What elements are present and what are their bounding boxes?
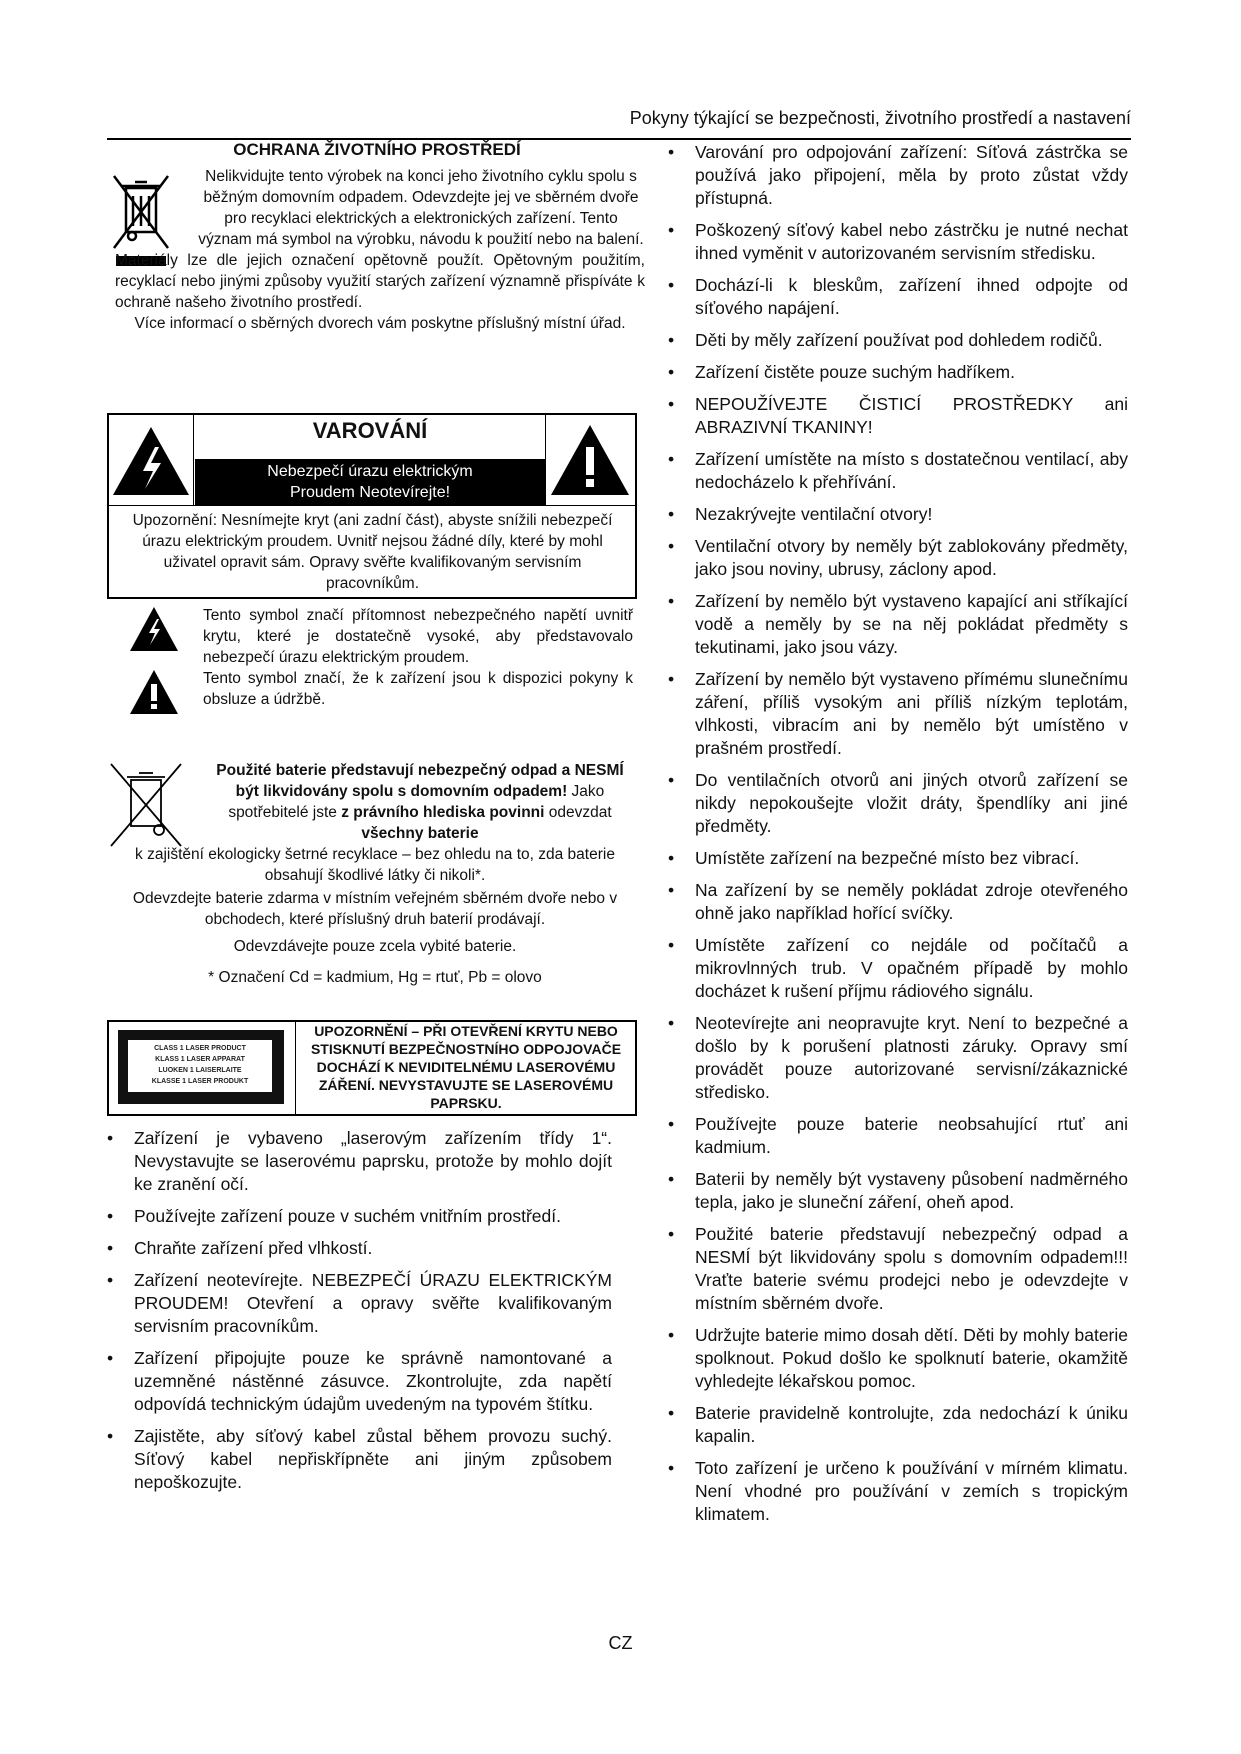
battery-empty-only: Odevzdávejte pouze zcela vybité baterie. bbox=[233, 938, 517, 955]
list-item: • Chraňte zařízení před vlhkostí. bbox=[107, 1237, 612, 1260]
environment-title: OCHRANA ŽIVOTNÍHO PROSTŘEDÍ bbox=[233, 140, 521, 159]
exclamation-warning-icon bbox=[545, 415, 635, 505]
warning-banner-line2: Proudem Neotevírejte! bbox=[289, 484, 451, 501]
laser-label-line: CLASS 1 LASER PRODUCT bbox=[154, 1045, 246, 1052]
list-item: • Děti by měly zařízení používat pod dohledem rodičů. bbox=[668, 329, 1128, 352]
list-item: • Zajistěte, aby síťový kabel zůstal během provozu suchý. Síťový kabel nepřiskřípněte ani jiným způsobem nepoškozujte. bbox=[107, 1425, 612, 1494]
list-item: • Toto zařízení je určeno k používání v mírném klimatu. Není vhodné pro používání v zemích s tropickým klimatem. bbox=[668, 1457, 1128, 1526]
environment-body bbox=[115, 166, 645, 334]
list-item: • Na zařízení by se neměly pokládat zdroje otevřeného ohně jako například hořící svíčky. bbox=[668, 879, 1128, 925]
voltage-symbol-text: Tento symbol značí přítomnost nebezpečného napětí uvnitř krytu, které je dostatečně vysoké, aby představovalo nebezpečí úrazu elektrickým proudem. bbox=[203, 607, 633, 666]
laser-label-line: KLASSE 1 LASER PRODUKT bbox=[151, 1078, 249, 1085]
list-item: • Zařízení by nemělo být vystaveno přímému slunečnímu záření, příliš vysokým ani příliš nízkým teplotám, vlhkosti, vibracím ani by nemělo být umístěno v prašném prostředí. bbox=[668, 668, 1128, 760]
list-item: • Zařízení umístěte na místo s dostatečnou ventilací, aby nedocházelo k přehřívání. bbox=[668, 448, 1128, 494]
list-item: • Zařízení by nemělo být vystaveno kapající ani stříkající vodě a neměly by se na něj pokládat předměty s tekutinami, jako jsou vázy. bbox=[668, 590, 1128, 659]
list-item: • NEPOUŽÍVEJTE ČISTICÍ PROSTŘEDKY ani ABRAZIVNÍ TKANINY! bbox=[668, 393, 1128, 439]
environment-intro: Nelikvidujte tento výrobek na konci jeho životního cyklu spolu s běžným domovním odpadem. Odevzdejte jej ve sběrném dvoře pro recyklaci elektrických a elektronických zařízení. Tento význam má symbol na výrobku, návodu k použití nebo na balení. bbox=[198, 168, 644, 248]
laser-label-line: LUOKEN 1 LAISERLAITE bbox=[158, 1067, 242, 1074]
list-item: • Zařízení je vybaveno „laserovým zařízením třídy 1“. Nevystavujte se laserovému paprsku, protože by mohlo dojít ke zranění očí. bbox=[107, 1127, 612, 1196]
list-item: • Nezakrývejte ventilační otvory! bbox=[668, 503, 1128, 526]
battery-return-text: Odevzdejte baterie zdarma v místním veřejném sběrném dvoře nebo v obchodech, které příslušný druh baterií prodávají. bbox=[132, 890, 618, 928]
info-symbol-text: Tento symbol značí, že k zařízení jsou k dispozici pokyny k obsluze a údržbě. bbox=[203, 670, 633, 708]
list-item: • Zařízení připojujte pouze ke správně namontované a uzemněné nástěnné zásuvce. Zkontrolujte, zda napětí odpovídá technickým údajům uvedeným na typovém štítku. bbox=[107, 1347, 612, 1416]
list-item: • Varování pro odpojování zařízení: Síťová zástrčka se používá jako připojení, měla by proto zůstat vždy přístupná. bbox=[668, 141, 1128, 210]
list-item: • Umístěte zařízení co nejdále od počítačů a mikrovlnných trub. V opačném případě by mohlo docházet k rušení příjmu rádiového signálu. bbox=[668, 934, 1128, 1003]
battery-head-bold2: z právního hlediska povinni bbox=[341, 804, 545, 821]
warning-banner bbox=[195, 459, 545, 505]
page-language-code: CZ bbox=[608, 1633, 633, 1653]
battery-footnote: * Označení Cd = kadmium, Hg = rtuť, Pb = olovo bbox=[208, 969, 542, 986]
list-item: • Udržujte baterie mimo dosah dětí. Děti by mohly baterie spolknout. Pokud došlo ke spolknutí baterie, okamžitě vyhledejte lékařskou pomoc. bbox=[668, 1324, 1128, 1393]
warning-banner-line1: Nebezpečí úrazu elektrickým bbox=[267, 463, 473, 480]
electric-shock-warning-icon bbox=[109, 415, 194, 505]
laser-warning-text: UPOZORNĚNÍ – PŘI OTEVŘENÍ KRYTU NEBO STISKNUTÍ BEZPEČNOSTNÍHO ODPOJOVAČE DOCHÁZÍ K NEVIDITELNÉMU LASEROVÉMU ZÁŘENÍ. NEVYSTAVUJTE SE LASEROVÉMU PAPRSKU. bbox=[310, 1023, 622, 1111]
voltage-symbol-icon bbox=[128, 605, 180, 655]
environment-reuse: Materiály lze dle jejich označení opětovně použít. Opětovným použitím, recyklací nebo jinými způsoby využití starých zařízení významně přispíváte k ochraně našeho životního prostředí. bbox=[115, 252, 645, 311]
list-item: • Baterii by neměly být vystaveny působení nadměrného tepla, jako je sluneční záření, oheň apod. bbox=[668, 1168, 1128, 1214]
list-item: • Ventilační otvory by neměly být zablokovány předměty, jako jsou noviny, ubrusy, záclony apod. bbox=[668, 535, 1128, 581]
battery-section bbox=[115, 760, 635, 988]
battery-head-normal3: k zajištění ekologicky šetrné recyklace – bez ohledu na to, zda baterie obsahují škodlivé látky či nikoli*. bbox=[135, 846, 615, 884]
list-item: • Zařízení neotevírejte. NEBEZPEČÍ ÚRAZU ELEKTRICKÝM PROUDEM! Otevření a opravy svěřte kvalifikovaným servisním pracovníkům. bbox=[107, 1269, 612, 1338]
list-item: • Umístěte zařízení na bezpečné místo bez vibrací. bbox=[668, 847, 1128, 870]
warning-separator bbox=[107, 505, 637, 506]
list-item: • Dochází-li k bleskům, zařízení ihned odpojte od síťového napájení. bbox=[668, 274, 1128, 320]
battery-head-bold1: Použité baterie představují nebezpečný odpad a NESMÍ být likvidovány spolu s domovním odpadem! bbox=[216, 762, 624, 800]
warning-body: Upozornění: Nesnímejte kryt (ani zadní část), abyste snížili nebezpečí úrazu elektrickým proudem. Uvnitř nejsou žádné díly, které by mohl uživatel opravit sám. Opravy svěřte kvalifikovaným servisním pracovníkům. bbox=[132, 512, 613, 592]
battery-head-normal2: odevzdat bbox=[544, 804, 612, 821]
right-safety-list bbox=[668, 141, 1128, 1535]
environment-info: Více informací o sběrných dvorech vám poskytne příslušný místní úřad. bbox=[134, 315, 626, 332]
battery-head-bold3: všechny baterie bbox=[361, 825, 479, 842]
warning-divider-left bbox=[193, 413, 194, 505]
laser-label-line: KLASS 1 LASER APPARAT bbox=[155, 1056, 245, 1063]
warning-title: VAROVÁNÍ bbox=[312, 418, 428, 443]
list-item: • Poškozený síťový kabel nebo zástrčku je nutné nechat ihned vyměnit v autorizovaném servisním středisku. bbox=[668, 219, 1128, 265]
warning-divider-right bbox=[545, 413, 546, 505]
left-safety-list bbox=[107, 1127, 612, 1503]
list-item: • Neotevírejte ani neopravujte kryt. Není to bezpečné a došlo by k porušení platnosti záruky. Opravy smí provádět pouze autorizované servisní/zákaznické středisko. bbox=[668, 1012, 1128, 1104]
laser-box-divider bbox=[295, 1020, 296, 1116]
list-item: • Používejte zařízení pouze v suchém vnitřním prostředí. bbox=[107, 1205, 612, 1228]
list-item: • Zařízení čistěte pouze suchým hadříkem. bbox=[668, 361, 1128, 384]
info-symbol-icon bbox=[128, 668, 180, 718]
list-item: • Použité baterie představují nebezpečný odpad a NESMÍ být likvidovány spolu s domovním odpadem!!! Vraťte baterie svému prodejci nebo je odevzdejte v místním sběrném dvoře. bbox=[668, 1223, 1128, 1315]
list-item: • Do ventilačních otvorů ani jiných otvorů zařízení se nikdy nepokoušejte vložit dráty, špendlíky ani jiné předměty. bbox=[668, 769, 1128, 838]
laser-class-label-inner bbox=[128, 1040, 272, 1092]
section-header: Pokyny týkající se bezpečnosti, životního prostředí a nastavení bbox=[629, 108, 1131, 128]
battery-heading bbox=[205, 760, 635, 844]
list-item: • Baterie pravidelně kontrolujte, zda nedochází k úniku kapalin. bbox=[668, 1402, 1128, 1448]
list-item: • Používejte pouze baterie neobsahující rtuť ani kadmium. bbox=[668, 1113, 1128, 1159]
battery-head-normal1: Jako spotřebitelé jste bbox=[228, 783, 605, 821]
laser-class-label bbox=[118, 1030, 284, 1104]
